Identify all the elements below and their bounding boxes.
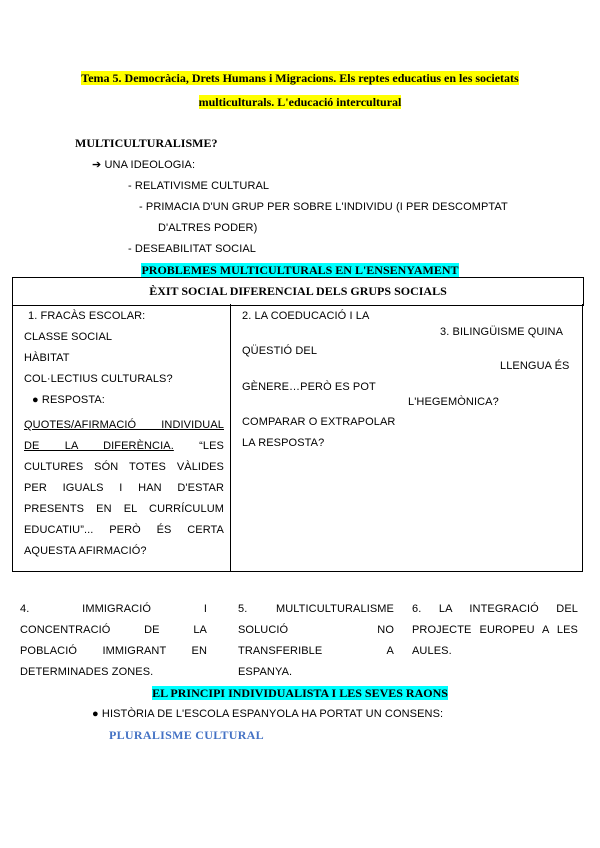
c5-line-1: 5. MULTICULTURALISME [238,603,394,615]
col2-line-3: GÈNERE…PERÒ ES POT [242,381,376,393]
outline-sub-3: - DESEABILITAT SOCIAL [128,243,257,255]
col2-line-4: COMPARAR O EXTRAPOLAR [242,416,396,428]
bullet-icon: ● [32,394,39,406]
outline-arrow-text: UNA IDEOLOGIA: [104,159,196,171]
c6-line-3: AULES. [412,645,452,657]
pluralisme-cultural: PLURALISME CULTURAL [109,728,264,742]
bottom-col-4 [20,599,207,683]
outline-heading: MULTICULTURALISME? [75,136,218,150]
col2-line-5: LA RESPOSTA? [242,437,325,449]
col3-line-3: L'HEGEMÒNICA? [408,396,499,408]
section2-bullet-text: HISTÒRIA DE L'ESCOLA ESPANYOLA HA PORTAT UN CONSENS: [101,708,444,720]
c5-line-4: ESPANYA. [238,666,293,678]
c4-line-4: DETERMINADES ZONES. [20,666,154,678]
col1-justified-3: CULTURES SÓN TOTES VÀLIDES [24,461,224,473]
outline-sub-2-line-1: - PRIMACIA D'UN GRUP PER SOBRE L'INDIVIDU (I PER DESCOMPTAT [139,201,508,213]
c6-line-1: 6. LA INTEGRACIÓ DEL [412,603,578,615]
outline-sub-2-line-2: D'ALTRES PODER) [158,222,258,234]
bottom-col-5 [238,599,394,683]
col1-justified-7: AQUESTA AFIRMACIÓ? [24,545,147,557]
col1-bullet [32,394,105,406]
col1-justified-4: PER IGUALS I HAN D'ESTAR [24,482,224,494]
table-header: ÈXIT SOCIAL DIFERENCIAL DELS GRUPS SOCIALS [149,284,447,298]
title-line-2: multiculturals. L'educació intercultural [198,95,402,109]
c4-line-1: 4. IMMIGRACIÓ I [20,603,207,615]
col1-justified-1: QUOTES/AFIRMACIÓ INDIVIDUAL [24,419,224,431]
col1-paragraph [24,415,224,562]
col1-bullet-text: RESPOSTA: [41,394,105,406]
col1-line-2: CLASSE SOCIAL [24,331,113,343]
outline-arrow-item [92,158,195,171]
col1-line-4: COL·LECTIUS CULTURALS? [24,373,173,385]
c5-line-3: TRANSFERIBLE A [238,645,394,657]
table-column-divider [230,304,231,572]
col1-line-3: HÀBITAT [24,352,70,364]
c4-line-2: CONCENTRACIÓ DE LA [20,624,207,636]
col3-line-1: 3. BILINGÜISME QUINA [440,326,564,338]
col1-justified-5: PRESENTS EN EL CURRÍCULUM [24,503,224,515]
section-heading-problems: PROBLEMES MULTICULTURALS EN L'ENSENYAMENT [141,263,459,277]
title-line-1: Tema 5. Democràcia, Drets Humans i Migracions. Els reptes educatius en les societats [81,71,519,85]
col3-line-2: LLENGUA ÉS [500,360,570,372]
section-heading-individualist: EL PRINCIPI INDIVIDUALISTA I LES SEVES RAONS [152,686,448,700]
document-title [60,66,540,114]
section2-bullet [92,708,443,720]
c6-line-2: PROJECTE EUROPEU A LES [412,624,578,636]
bottom-col-6 [412,599,578,662]
outline-sub-1: - RELATIVISME CULTURAL [128,180,270,192]
c5-line-2: SOLUCIÓ NO [238,624,394,636]
c4-line-3: POBLACIÓ IMMIGRANT EN [20,645,207,657]
col1-justified-6: EDUCATIU”... PERÒ ÉS CERTA [24,524,224,536]
col1-justified-2: DE LA DIFERÈNCIA. “LES [24,440,224,452]
arrow-icon: ➔ [92,159,102,171]
bullet-icon: ● [92,708,99,720]
col2-line-1: 2. LA COEDUCACIÓ I LA [242,310,370,322]
col2-line-2: QÜESTIÓ DEL [242,345,318,357]
col1-line-1: 1. FRACÀS ESCOLAR: [28,310,146,322]
